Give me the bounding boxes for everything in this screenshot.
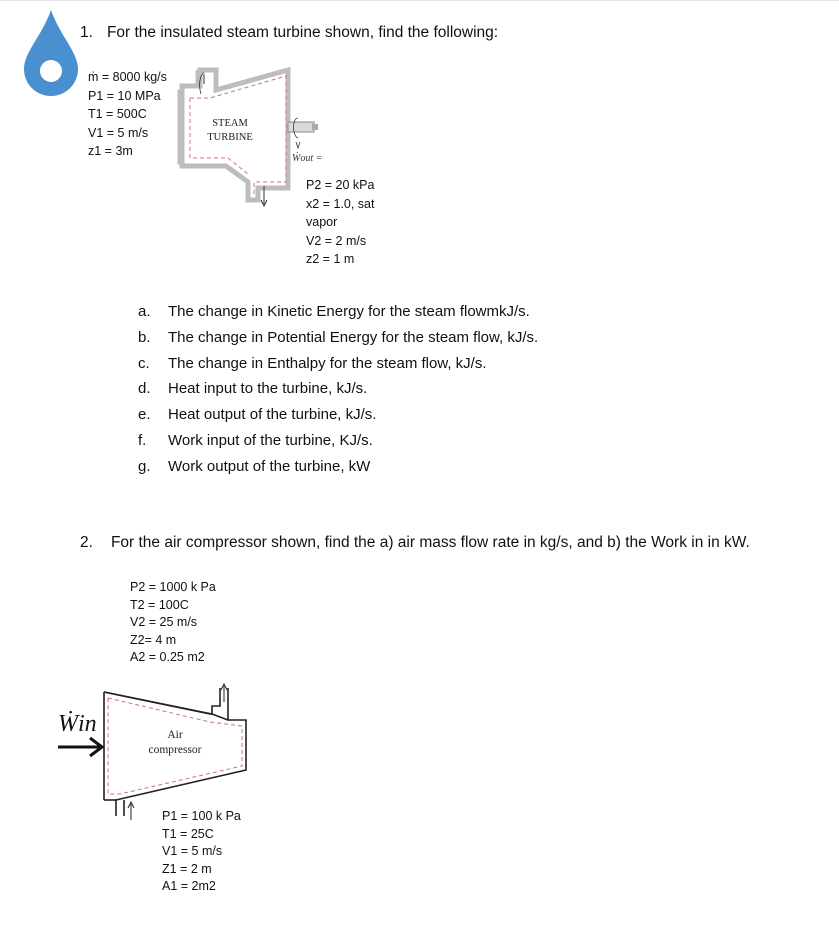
z2-given: Z2= 4 m bbox=[130, 632, 177, 647]
compressor-label: Air compressor bbox=[148, 729, 202, 756]
v2-given: V2 = 25 m/s bbox=[130, 615, 198, 629]
x2-given: x2 = 1.0, sat bbox=[306, 196, 375, 211]
part-a: a. The change in Kinetic Energy for the steam flowmkJ/s. bbox=[138, 303, 530, 320]
top-divider bbox=[0, 0, 839, 1]
z2-given: z2 = 1 m bbox=[306, 252, 355, 266]
v1-given: V1 = 5 m/s bbox=[88, 125, 149, 140]
part-c: c. The change in Enthalpy for the steam flow, kJ/s. bbox=[138, 354, 487, 372]
p2-given: P2 = 20 kPa bbox=[306, 178, 375, 192]
p2-given: P2 = 1000 k Pa bbox=[130, 580, 216, 594]
mass-flow-given: ṁ = 8000 kg/s bbox=[88, 70, 167, 84]
q2-outlet-conditions bbox=[130, 579, 216, 667]
t2-given: T2 = 100C bbox=[130, 597, 189, 612]
a1-given: A1 = 2m2 bbox=[162, 879, 216, 893]
work-in-label: Ẇin bbox=[58, 711, 97, 737]
v2-given: V2 = 2 m/s bbox=[306, 233, 367, 248]
p1-given: P1 = 10 MPa bbox=[88, 88, 161, 103]
part-d: d. Heat input to the turbine, kJ/s. bbox=[138, 380, 368, 398]
z1-given: z1 = 3m bbox=[88, 144, 133, 158]
turbine-label: STEAM TURBINE bbox=[207, 118, 253, 143]
part-e: e. Heat output of the turbine, kJ/s. bbox=[138, 406, 377, 424]
part-g: g. Work output of the turbine, kW bbox=[138, 457, 371, 475]
part-b: b. The change in Potential Energy for the steam flow, kJ/s. bbox=[138, 328, 539, 346]
v1-given: V1 = 5 m/s bbox=[162, 844, 223, 858]
q1-parts-list bbox=[138, 299, 538, 480]
q1-outlet-conditions bbox=[306, 176, 374, 269]
p1-given: P1 = 100 k Pa bbox=[162, 809, 241, 823]
t1-given: T1 = 500C bbox=[88, 107, 147, 121]
water-drop-logo-icon bbox=[22, 8, 80, 98]
a2-given: A2 = 0.25 m2 bbox=[130, 650, 205, 664]
work-out-label: Ẇout = bbox=[292, 153, 323, 164]
question-1-heading: 1. For the insulated steam turbine shown, find the following: bbox=[80, 24, 499, 41]
x2-given-cont: vapor bbox=[306, 215, 338, 229]
q2-inlet-conditions bbox=[162, 808, 241, 896]
z1-given: Z1 = 2 m bbox=[162, 861, 212, 876]
q1-inlet-conditions bbox=[88, 68, 167, 161]
t1-given: T1 = 25C bbox=[162, 826, 214, 841]
question-2-heading: 2. For the air compressor shown, find the a) air mass flow rate in kg/s, and b) the Work in in kW. bbox=[80, 534, 750, 551]
part-f: f. Work input of the turbine, KJ/s. bbox=[138, 431, 373, 449]
